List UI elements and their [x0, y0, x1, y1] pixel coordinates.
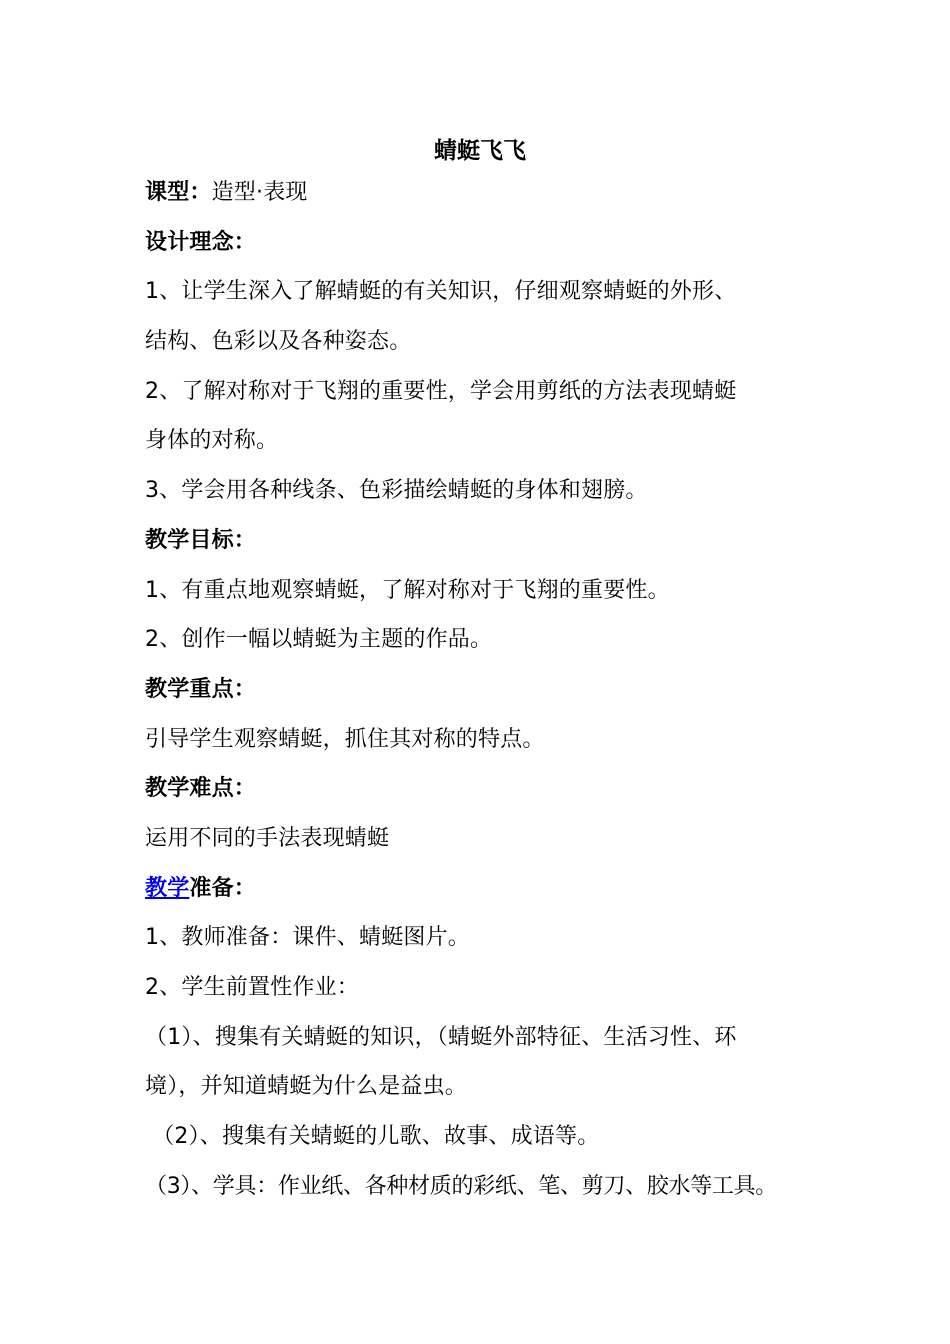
- difficulties-heading: 教学难点：: [145, 776, 257, 802]
- preparation-sub-1-line-2: 境），并知道蜻蜓为什么是益虫。: [145, 1074, 468, 1100]
- preparation-sub-2: （2）、搜集有关蜻蜓的儿歌、故事、成语等。: [145, 1124, 600, 1150]
- preparation-item-1: 1、教师准备：课件、蜻蜓图片。: [145, 925, 470, 951]
- course-type-label: 课型：: [145, 180, 212, 205]
- course-type-line: [145, 178, 815, 228]
- preparation-sub-3: （3）、学具：作业纸、各种材质的彩纸、笔、剪刀、胶水等工具。: [145, 1173, 777, 1199]
- preparation-sub-1-line-1: （1）、搜集有关蜻蜓的知识，（蜻蜓外部特征、生活习性、环: [145, 1024, 737, 1050]
- key-points-heading: 教学重点：: [145, 676, 257, 702]
- goals-item-2: 2、创作一幅以蜻蜓为主题的作品。: [145, 627, 493, 653]
- design-item-2-line-2: 身体的对称。: [145, 428, 279, 454]
- goals-item-1: 1、有重点地观察蜻蜓，了解对称对于飞翔的重要性。: [145, 577, 670, 603]
- design-item-1-line-1: 1、让学生深入了解蜻蜓的有关知识，仔细观察蜻蜓的外形、: [145, 279, 737, 305]
- design-item-3: 3、学会用各种线条、色彩描绘蜻蜓的身体和翅膀。: [145, 478, 648, 504]
- design-item-2-line-1: 2、了解对称对于飞翔的重要性，学会用剪纸的方法表现蜻蜓: [145, 378, 737, 404]
- preparation-item-2: 2、学生前置性作业：: [145, 975, 359, 1000]
- difficulties-text: 运用不同的手法表现蜻蜓: [145, 825, 390, 851]
- preparation-heading: [145, 874, 815, 924]
- course-type-value: 造型·表现: [211, 180, 308, 205]
- document-title: 蜻蜓飞飞: [434, 138, 526, 164]
- design-heading: 设计理念：: [145, 229, 257, 255]
- document-page: [145, 128, 815, 1221]
- goals-heading: 教学目标：: [145, 527, 257, 553]
- preparation-heading-rest: 准备：: [189, 875, 257, 901]
- preparation-heading-link[interactable]: 教学: [145, 875, 190, 901]
- key-points-text: 引导学生观察蜻蜓，抓住其对称的特点。: [145, 726, 545, 752]
- design-item-1-line-2: 结构、色彩以及各种姿态。: [145, 329, 412, 355]
